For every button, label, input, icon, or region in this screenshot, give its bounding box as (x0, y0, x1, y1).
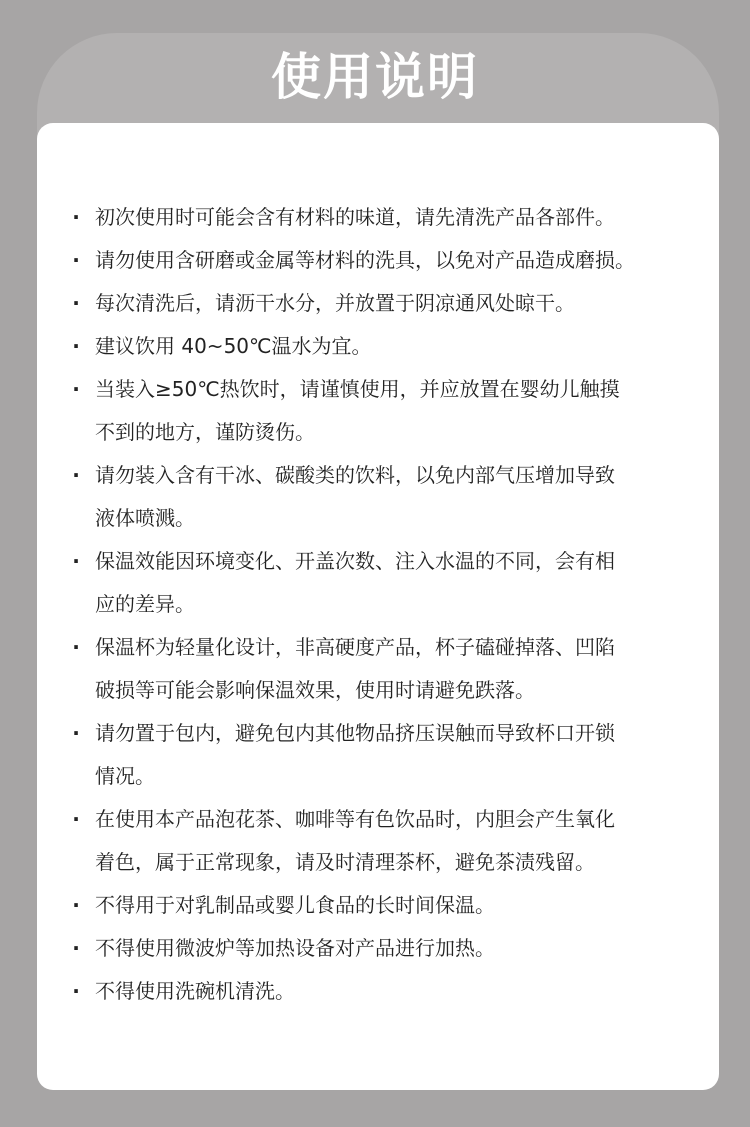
list-item-text: 每次清洗后，请沥干水分，并放置于阴凉通风处晾干。 (95, 291, 575, 315)
list-item-text: 请勿装入含有干冰、碳酸类的饮料，以免内部气压增加导致 液体喷溅。 (95, 463, 615, 530)
bullet-icon: · (72, 807, 80, 831)
bullet-icon: · (72, 377, 80, 401)
list-item-text: 保温杯为轻量化设计，非高硬度产品，杯子磕碰掉落、凹陷 破损等可能会影响保温效果，使用时请避免跌落。 (95, 635, 615, 702)
list-item-text: 不得使用洗碗机清洗。 (95, 979, 295, 1003)
bullet-icon: · (72, 635, 80, 659)
bullet-icon: · (72, 549, 80, 573)
list-item-text: 请勿置于包内，避免包内其他物品挤压误触而导致杯口开锁 情况。 (95, 721, 615, 788)
list-item-text: 建议饮用 40~50℃温水为宜。 (95, 334, 372, 358)
bullet-icon: · (72, 334, 80, 358)
bullet-icon: · (72, 248, 80, 272)
page-title: 使用说明 (271, 48, 479, 106)
bullet-icon: · (72, 291, 80, 315)
list-item-text: 不得用于对乳制品或婴儿食品的长时间保温。 (95, 893, 495, 917)
bullet-icon: · (72, 205, 80, 229)
bullet-icon: · (72, 721, 80, 745)
list-item-text: 不得使用微波炉等加热设备对产品进行加热。 (95, 936, 495, 960)
bullet-icon: · (72, 979, 80, 1003)
list-item-text: 保温效能因环境变化、开盖次数、注入水温的不同，会有相 应的差异。 (95, 549, 615, 616)
instructions-card (37, 123, 719, 1090)
list-item-text: 初次使用时可能会含有材料的味道，请先清洗产品各部件。 (95, 205, 615, 229)
bullet-icon: · (72, 893, 80, 917)
bullet-icon: · (72, 936, 80, 960)
list-item-text: 当装入≥50℃热饮时，请谨慎使用，并应放置在婴幼儿触摸 不到的地方，谨防烫伤。 (95, 377, 620, 444)
list-item-text: 请勿使用含研磨或金属等材料的洗具，以免对产品造成磨损。 (95, 248, 635, 272)
bullet-icon: · (72, 463, 80, 487)
list-item-text: 在使用本产品泡花茶、咖啡等有色饮品时，内胆会产生氧化 着色，属于正常现象，请及时清理茶杯，避免茶渍残留。 (95, 807, 615, 874)
